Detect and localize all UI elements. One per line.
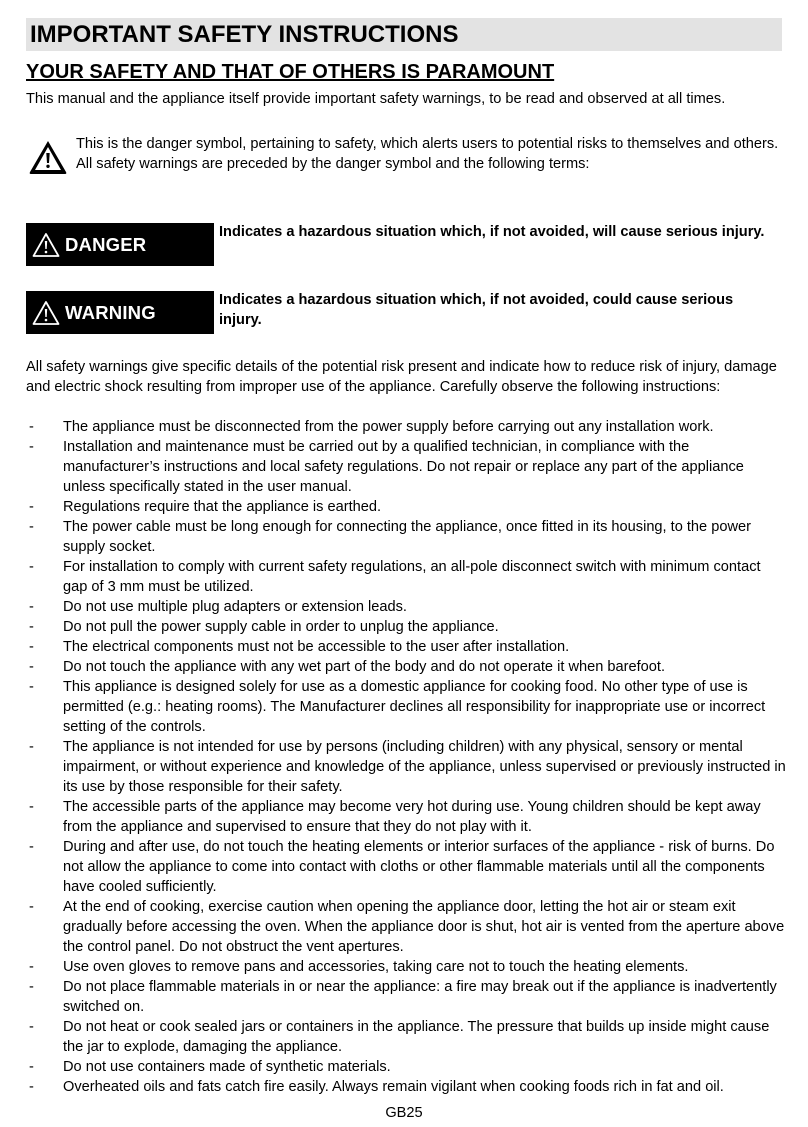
warning-triangle-icon xyxy=(28,139,68,175)
intro-text: This manual and the appliance itself provide important safety warnings, to be read and observed at all times. xyxy=(26,91,726,107)
list-item: - Do not touch the appliance with any wet part of the body and do not operate it when barefoot. xyxy=(29,659,665,675)
section-subtitle: YOUR SAFETY AND THAT OF OTHERS IS PARAMOUNT xyxy=(26,61,555,83)
warning-triangle-icon xyxy=(32,232,60,258)
safety-warnings-paragraph: All safety warnings give specific details of the potential risk present and indicate how to reduce risk of injury, damage and electric shock resulting from improper use of the appliance. Carefully observe the following instructions: xyxy=(26,359,777,395)
list-item: - Use oven gloves to remove pans and accessories, taking care not to touch the heating elements. xyxy=(29,959,689,975)
list-item: - The electrical components must not be accessible to the user after installation. xyxy=(29,639,570,655)
instructions-list xyxy=(26,417,786,1097)
list-item: - Do not heat or cook sealed jars or containers in the appliance. The pressure that builds up inside might cause the jar to explode, damaging the appliance. xyxy=(29,1019,770,1055)
list-item: - The appliance must be disconnected from the power supply before carrying out any installation work. xyxy=(29,419,714,435)
list-item: - At the end of cooking, exercise caution when opening the appliance door, letting the hot air or steam exit gradually before accessing the oven. When the appliance door is shut, hot air is vented from the aperture above the control panel. Do not obstruct the vent apertures. xyxy=(29,899,785,955)
danger-description: Indicates a hazardous situation which, if not avoided, will cause serious injury. xyxy=(219,224,765,240)
list-item: - The appliance is not intended for use by persons (including children) with any physical, sensory or mental impairment, or without experience and knowledge of the appliance, unless supervised or previously instructed in its use by those responsible for their safety. xyxy=(29,739,786,795)
danger-label xyxy=(26,223,214,266)
list-item: - For installation to comply with current safety regulations, an all-pole disconnect switch with minimum contact gap of 3 mm must be utilized. xyxy=(29,559,761,595)
list-item: - Installation and maintenance must be carried out by a qualified technician, in compliance with the manufacturer’s instructions and local safety regulations. Do not repair or replace any part of the appliance unless specifically stated in the user manual. xyxy=(29,439,744,495)
list-item: - The power cable must be long enough for connecting the appliance, once fitted in its housing, to the power supply socket. xyxy=(29,519,751,555)
warning-triangle-icon xyxy=(32,300,60,326)
page-number: GB25 xyxy=(385,1105,423,1121)
list-item: - Do not use containers made of synthetic materials. xyxy=(29,1059,391,1075)
danger-symbol-terms-text: All safety warnings are preceded by the danger symbol and the following terms: xyxy=(76,156,590,172)
danger-symbol-text: This is the danger symbol, pertaining to safety, which alerts users to potential risks to themselves and others. xyxy=(76,136,779,152)
page-title: IMPORTANT SAFETY INSTRUCTIONS xyxy=(30,21,459,48)
list-item: - Do not pull the power supply cable in order to unplug the appliance. xyxy=(29,619,499,635)
warning-label xyxy=(26,291,214,334)
list-item: - Do not place flammable materials in or near the appliance: a fire may break out if the appliance is inadvertently switched on. xyxy=(29,979,777,1015)
list-item: - Overheated oils and fats catch fire easily. Always remain vigilant when cooking foods rich in fat and oil. xyxy=(29,1079,724,1095)
list-item: - The accessible parts of the appliance may become very hot during use. Young children should be kept away from the appliance and supervised to ensure that they do not play with it. xyxy=(29,799,761,835)
warning-label-text: WARNING xyxy=(65,301,156,323)
list-item: - This appliance is designed solely for use as a domestic appliance for cooking food. No other type of use is permitted (e.g.: heating rooms). The Manufacturer declines all responsibility for inappropriate use or incorrect setting of the controls. xyxy=(29,679,766,735)
danger-symbol-explanation xyxy=(76,134,786,174)
list-item: - Regulations require that the appliance is earthed. xyxy=(29,499,382,515)
danger-label-text: DANGER xyxy=(65,233,147,255)
warning-description: Indicates a hazardous situation which, if not avoided, could cause serious injury. xyxy=(219,292,734,328)
list-item: - During and after use, do not touch the heating elements or interior surfaces of the appliance - risk of burns. Do not allow the appliance to come into contact with cloths or other flammable materials until all the components have cooled sufficiently. xyxy=(29,839,775,895)
list-item: - Do not use multiple plug adapters or extension leads. xyxy=(29,599,407,615)
